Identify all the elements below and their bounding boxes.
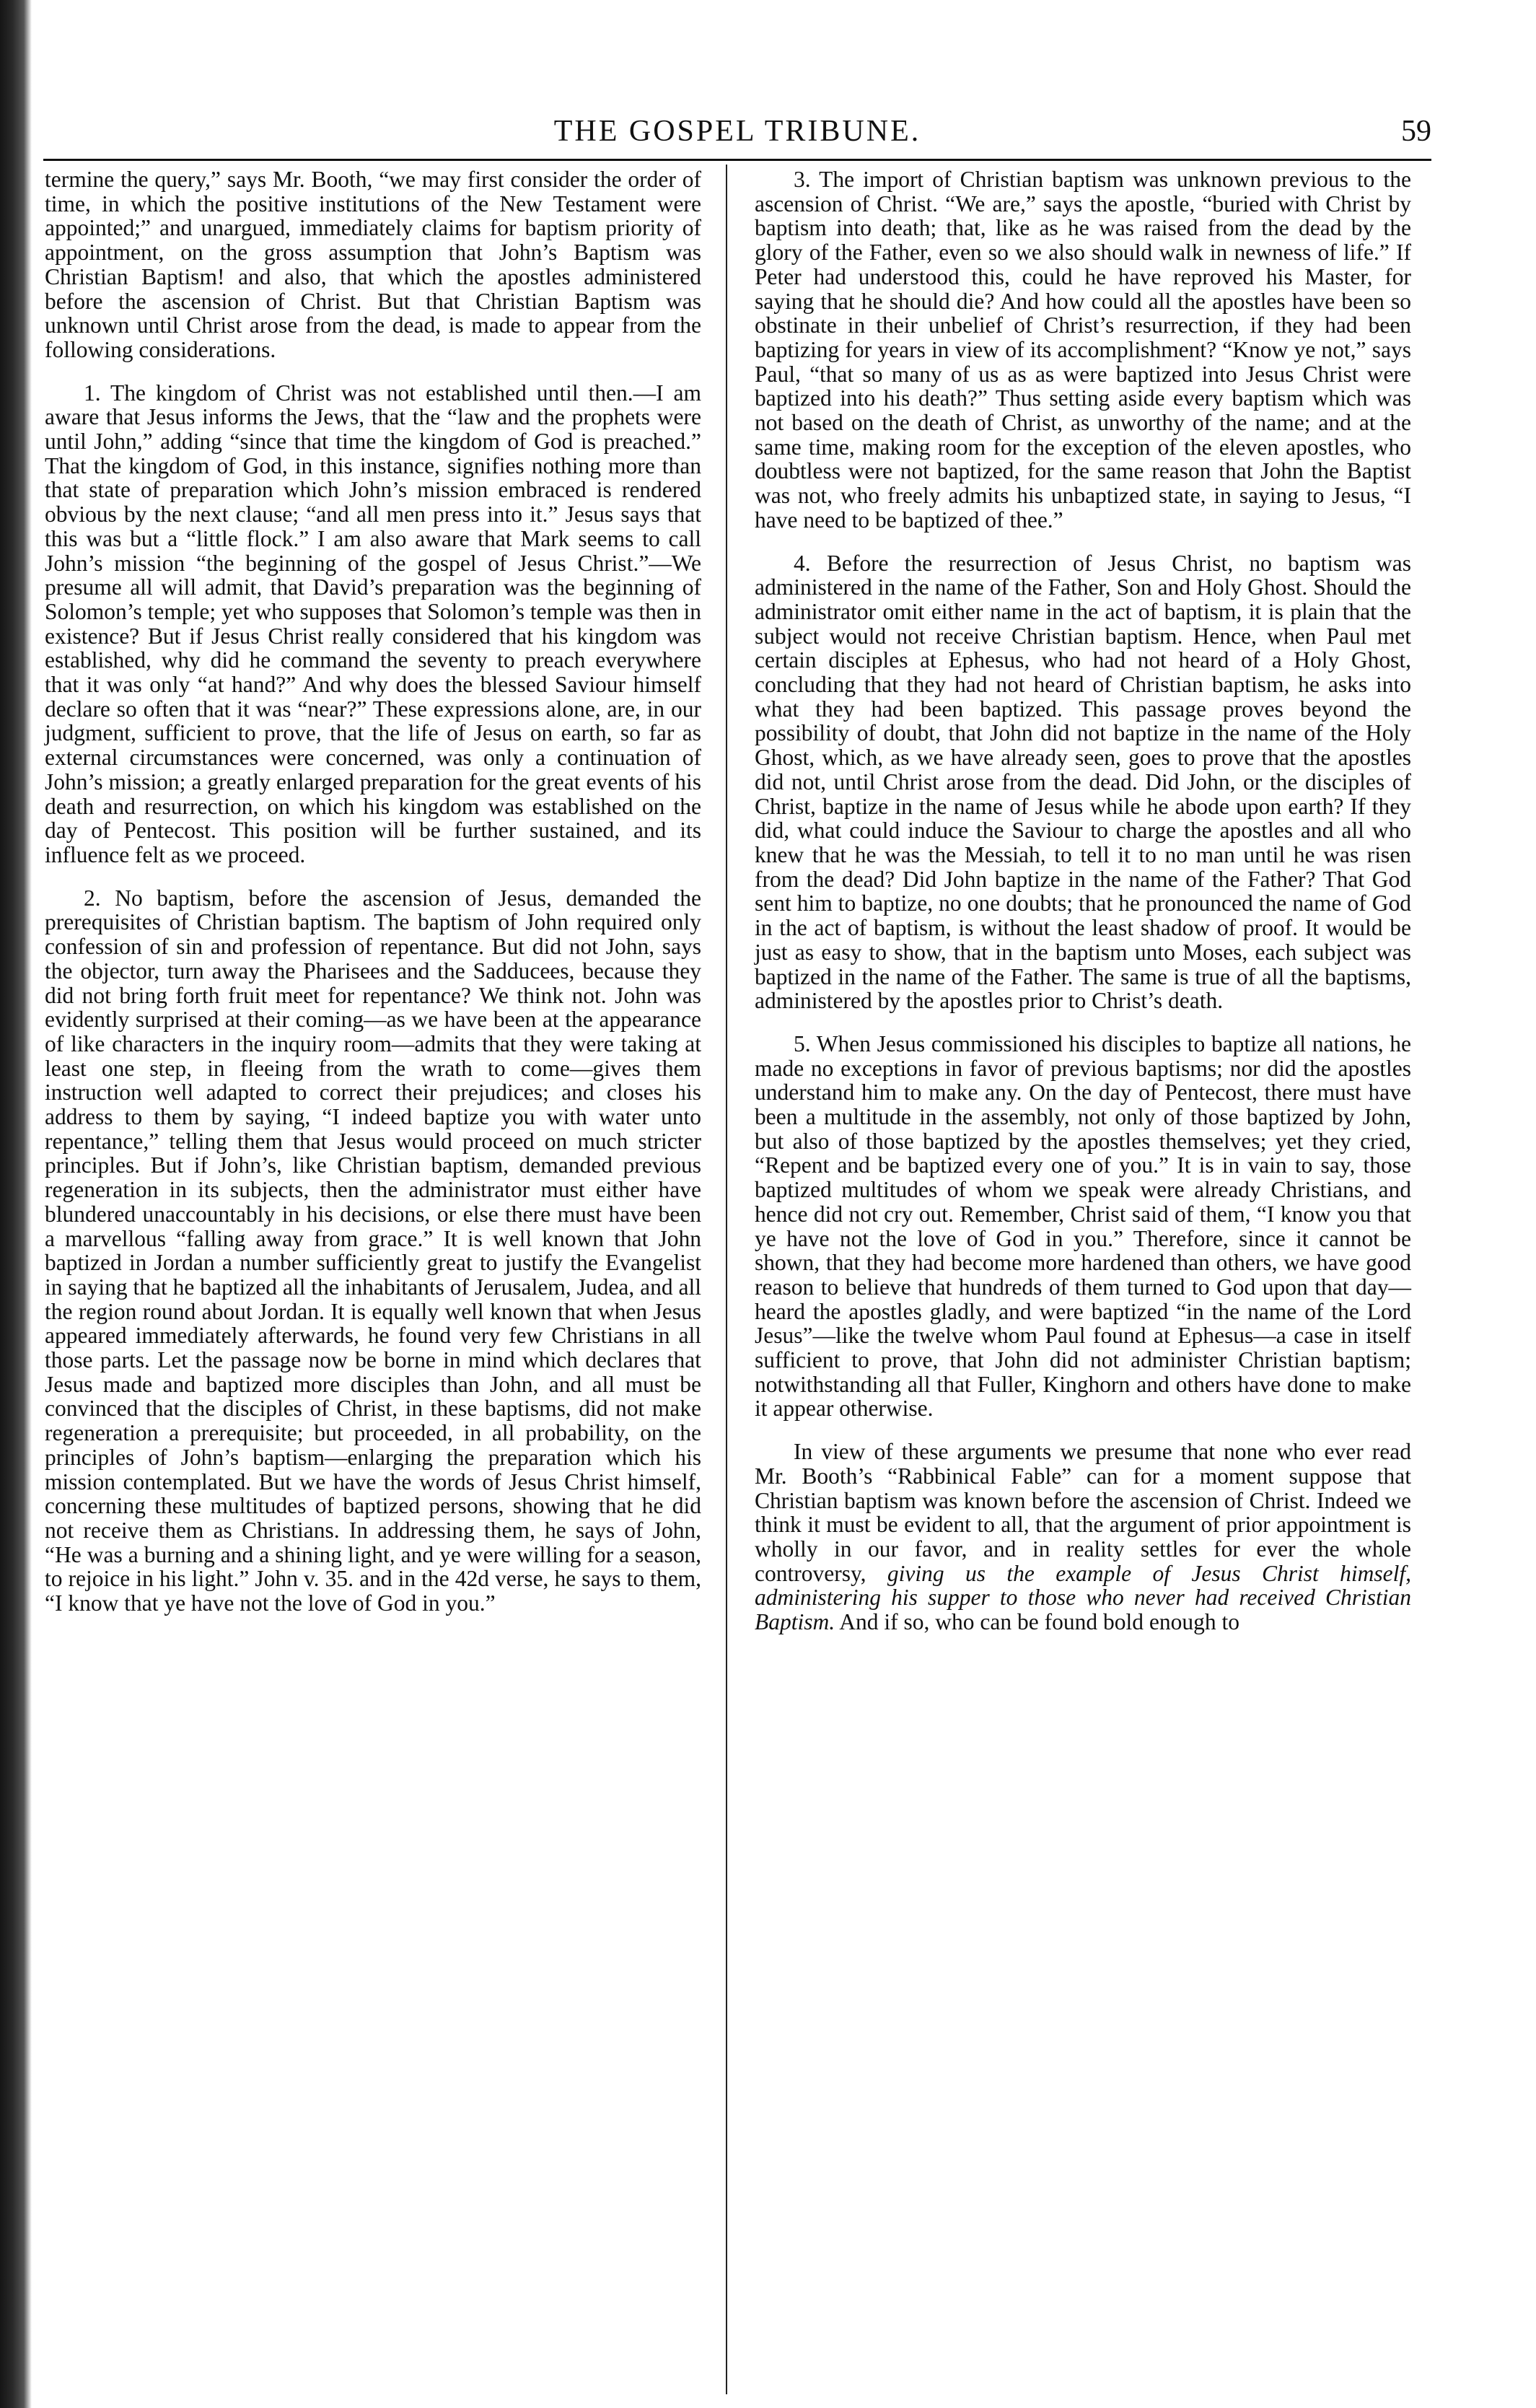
page-number: 59 (1401, 115, 1431, 148)
paragraph-point-5: 5. When Jesus commissioned his disciples to baptize all nations, he made no exceptions in favor of previous baptisms; nor did the apostles understand him to make any. On the day of Pentecost, there must have been a multitude in the assembly, not only of those baptized by John, but also of those baptized by the apostles themselves; yet they cried, “Repent and be baptized every one of you.” It is in vain to say, those baptized multitudes of whom we speak were already Christians, and hence did not cry out. Remember, Christ said of them, “I know you that ye have not the love of God in you.” Therefore, since it cannot be shown, that they had become more hardened than others, we have good reason to believe that hundreds of them turned to God upon that day—heard the apostles gladly, and were baptized “in the name of the Lord Jesus”—like the twelve whom Paul found at Ephesus—a case in itself sufficient to prove, that John did not administer Christian baptism; notwithstanding all that Fuller, Kinghorn and others have done to make it appear otherwise. (755, 1030, 1411, 1422)
paragraph-conclusion (755, 1440, 1411, 1634)
right-column (755, 167, 1411, 1653)
conclusion-italic: giving us the example of Jesus Christ himself, administering his supper to those who never had received Christian Baptism. (755, 1560, 1411, 1635)
paragraph-point-4: 4. Before the resurrection of Jesus Christ, no baptism was administered in the name of the Father, Son and Holy Ghost. Should the administrator omit either name in the act of baptism, it is plain that the subject would not receive Christian baptism. Hence, when Paul met certain disciples at Ephesus, who had not heard of a Holy Ghost, concluding that they had not heard of Christian baptism, he asks into what they had been baptized. This passage proves beyond the possibility of doubt, that John did not baptize in the name of the Holy Ghost, which, as we have already seen, goes to prove that the apostles did not, until Christ arose from the dead. Did John, or the disciples of Christ, baptize in the name of Jesus while he abode upon earth? If they did, what could induce the Saviour to charge the apostles and all who knew that he was the Messiah, to tell it to no man until he was risen from the dead? Did John baptize in the name of the Father? That God sent him to baptize, no one doubts; that he pronounced the name of God in the act of baptism, is without the least shadow of proof. It would be just as easy to show, that in the baptism unto Moses, each subject was baptized in the name of the Father. The same is true of all the baptisms, administered by the apostles prior to Christ’s death. (755, 550, 1411, 1014)
journal-title: THE GOSPEL TRIBUNE. (553, 115, 921, 148)
running-header (43, 114, 1431, 157)
left-column (45, 167, 701, 1634)
conclusion-text-start: In view of these arguments we presume that none who ever read Mr. Booth’s “Rabbinical Fable” can for a moment suppose that Christian baptism was known before the ascension of Christ. Indeed we think it must be evident to all, that the argument of prior appointment is wholly in our favor, and in reality settles for ever the whole controversy, (755, 1439, 1411, 1586)
paragraph-continued: termine the query,” says Mr. Booth, “we may first consider the order of time, in which the positive institutions of the New Testament were appointed;” and unargued, immediately claims for baptism priority of appointment, on the gross assumption that John’s Baptism was Christian Baptism! and also, that which the apostles administered before the ascension of Christ. But that Christian Baptism was unknown until Christ arose from the dead, is made to appear from the following considerations. (45, 167, 701, 362)
paragraph-point-2: 2. No baptism, before the ascension of Jesus, demanded the prerequisites of Christian baptism. The baptism of John required only confession of sin and profession of repentance. But did not John, says the objector, turn away the Pharisees and the Sadducees, because they did not bring forth fruit meet for repentance? We think not. John was evidently surprised at their coming—as we have been at the appearance of like characters in the inquiry room—admits that they were taking at least one step, in fleeing from the wrath to come—gives them instruction well adapted to correct their prejudices; and closes his address to them by saying, “I indeed baptize you with water unto repentance,” telling them that Jesus would proceed on much stricter principles. But if John’s, like Christian baptism, demanded previous regeneration in its subjects, then the administrator must either have blundered unaccountably in his decisions, or else there must have been a marvellous “falling away from grace.” It is well known that John baptized in Jordan a number sufficiently great to justify the Evangelist in saying that he baptized all the inhabitants of Jerusalem, Judea, and all the region round about Jordan. It is equally well known that when Jesus appeared immediately afterwards, he found very few Christians in all those parts. Let the passage now be borne in mind which declares that Jesus made and baptized more disciples than John, and all must be convinced that the disciples of Christ, in these baptisms, did not make regeneration a prerequisite; but proceeded, in all probability, on the principles of John’s baptism—enlarging the preparation which his mission contemplated. But we have the words of Jesus Christ himself, concerning these multitudes of baptized persons, showing that he did not receive them as Christians. In addressing them, he says of John, “He was a burning and a shining light, and ye were willing for a season, to rejoice in his light.” John v. 35. and in the 42d verse, he says to them, “I know that ye have not the love of God in you.” (45, 885, 701, 1616)
conclusion-text-end: And if so, who can be found bold enough to (835, 1609, 1239, 1635)
paragraph-point-1: 1. The kingdom of Christ was not established until then.—I am aware that Jesus informs the Jews, that the “law and the prophets were until John,” adding “since that time the kingdom of God is preached.” That the kingdom of God, in this instance, signifies nothing more than that state of preparation which John’s mission embraced is rendered obvious by the next clause; “and all men press into it.” Jesus says that this was but a “little flock.” I am also aware that Mark seems to call John’s mission “the beginning of the gospel of Jesus Christ.”—We presume all will admit, that David’s preparation was the beginning of Solomon’s temple; yet who supposes that Solomon’s temple was then in existence? But if Jesus Christ really considered that his kingdom was established, why did he command the seventy to preach everywhere that it was only “at hand?” And why does the blessed Saviour himself declare so often that it was “near?” These expressions alone, are, in our judgment, sufficient to prove, that the life of Jesus on earth, so far as external circumstances were concerned, was only a continuation of John’s mission; a greatly enlarged preparation for the great events of his death and resurrection, on which his kingdom was established on the day of Pentecost. This position will be further sustained, and its influence felt as we proceed. (45, 380, 701, 867)
column-divider (726, 165, 727, 2394)
page-edge-shadow (0, 0, 32, 2408)
paragraph-point-3: 3. The import of Christian baptism was unknown previous to the ascension of Christ. “We are,” says the apostle, “buried with Christ by baptism into death; that, like as he was raised from the dead by the glory of the Father, even so we also should walk in newness of life.” If Peter had understood this, could he have reproved his Master, for saying that he should die? And how could all the apostles have been so obstinate in their unbelief of Christ’s resurrection, if they had been baptizing for years in view of its accomplishment? “Know ye not,” says Paul, “that so many of us as as were baptized into Jesus Christ were baptized into his death?” Thus setting aside every baptism which was not based on the death of Christ, as unworthy of the name; and at the same time, making room for the exception of the eleven apostles, who doubtless were not baptized, for the same reason that John the Baptist was not, who freely admits his unbaptized state, in saying to Jesus, “I have need to be baptized of thee.” (755, 167, 1411, 533)
header-rule (43, 159, 1431, 161)
